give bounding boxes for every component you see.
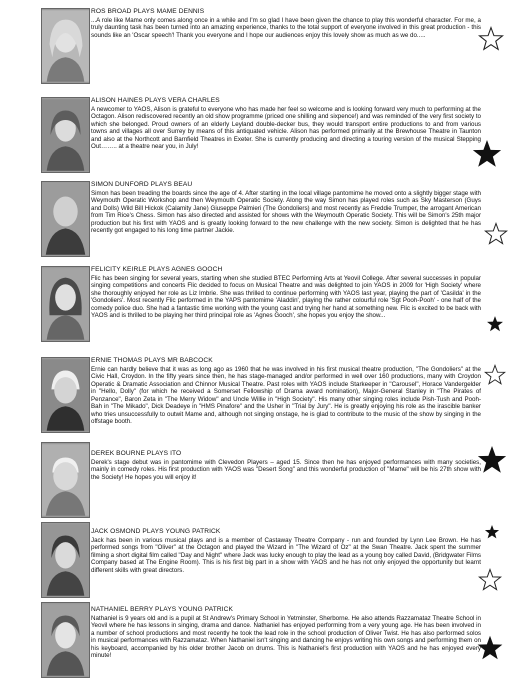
cast-bio-text: Nathaniel is 9 years old and is a pupil at St Andrew's Primary School in Yetminster, Sherborne. He also attends Razzamataz Theatre School in Yeovil where he has lessons in singing, drama and dance. Nathaniel has enjoyed performing from a very young age. He has been involved in a number of school productions and most recently he took the lead role in the school production of Oliver Twist. He has also performed solos in musical performances with Razzamataz. When Nathaniel isn't singing and dancing he enjoys writing his own songs and performing them on his keyboard, accompanied by his older brother Jacob on drums. This is Nathaniel's first production with YAOS and he has enjoyed every minute! (91, 615, 481, 660)
cast-name: DEREK BOURNE PLAYS ITO (91, 450, 182, 457)
headshot-photo (41, 181, 90, 257)
headshot-photo (41, 602, 90, 678)
cast-bio-text: Jack has been in various musical plays and is a member of Castaway Theatre Company - run and founded by Lynn Lee Brown. He has performed songs from "Oliver" at the Octagon and played the Wizard in "The Wizard of Oz" at the Swan Theatre. Jack spent the summer filming a short digital film called "Day and Night" where Jack was lucky enough to play the lead as a young boy called David, (Bridgwater Films Company based at The Engine Room). This is his first big part in a show with YAOS and he has not only enjoyed the opportunity but learnt different skills with great directors. (91, 537, 481, 574)
cast-bio (8, 602, 481, 688)
portrait-image (42, 182, 89, 256)
star-outline-icon (484, 364, 506, 386)
star-icon (471, 138, 503, 170)
cast-bio (8, 97, 481, 177)
cast-bio (8, 357, 481, 455)
headshot-photo (41, 266, 90, 342)
cast-bio-text: Derek's stage debut was in pantomime with Clevedon Players – aged 15. Since then he has enjoyed performances with many societies, mainly in comedy roles. His first production with YAOS was "Desert Song" and this wonderful production of "Mame" will be his 27th show with the Society! He hopes you will enjoy it! (91, 459, 481, 481)
cast-name: JACK OSMOND PLAYS YOUNG PATRICK (91, 528, 221, 535)
cast-name: NATHANIEL BERRY PLAYS YOUNG PATRICK (91, 606, 234, 613)
cast-bio (8, 266, 481, 352)
star-outline-icon (478, 568, 502, 592)
headshot-photo (41, 522, 90, 598)
star-outline-icon (478, 26, 504, 52)
cast-bio (8, 181, 481, 261)
portrait-image (42, 443, 89, 517)
cast-bio-text: Ernie can hardly believe that it was as long ago as 1960 that he was involved in his first musical theatre production, "The Gondoliers" at the Civic Hall, Croydon. In the fifty years since then, he has stage-managed and/or performed in well over 160 productions, many with Croydon Operatic & Dramatic Association and Chinnor Musical Theatre. Past roles with YAOS include Starkeeper in "Carousel", Horace Vandergelder in "Hello, Dolly" (for which he received a Somerset Fellowship of Drama award nomination), Major-General Stanley in "The Pirates of Penzance", Baron Zeta in "The Merry Widow" and Uncle Willie in "High Society". His many other singing roles include Pish-Tush and Pooh-Bah in "The Mikado", Dick Deadeye in "HMS Pinafore" and the Usher in "Trial by Jury". He is greatly enjoying his role as the irascible banker who tries unsuccessfully to outwit Mame and, although not singing onstage, he is glad to contribute to the music of the show by singing in the offstage booth. (91, 366, 481, 426)
portrait-image (42, 98, 89, 172)
portrait-image (42, 267, 89, 341)
cast-bio-text: A newcomer to YAOS, Alison is grateful to everyone who has made her feel so welcome and is looking forward very much to performing at the Octagon. Alison rediscovered recently an old show programme (priced one shilling and sixpence!) and was reminded of the very first society to which she belonged. Proud owners of an elderly Leyland double-decker bus, they would transport entire productions to and from various towns and villages all over Surrey by means of this antiquated vehicle. Alison has performed primarily at the Brewhouse Theatre in Taunton and also at the Northcott and Barnfield Theatres in Exeter. She is currently producing and directing a touring version of the musical Stepping Out…….. at a theatre near you, in July! (91, 106, 481, 151)
star-icon (476, 444, 508, 476)
portrait-image (42, 358, 89, 432)
headshot-photo (41, 357, 90, 433)
cast-bio-text: Simon has been treading the boards since the age of 4. After starting in the local village pantomime he moved onto a slightly bigger stage with Weymouth Operatic Workshop and then Weymouth Operatic Society. Along the way Simon has played roles such as Sky Masterson (Guys and Dolls) Wild Bill Hickok (Calamity Jane) Giuseppe Palmieri (The Gondoliers) and most recently as Freddie Trumper, the arrogant American from Tim Rice's Chess. Simon has also directed and assisted for shows with the Weymouth Operatic Society. This will be Simon's 25th major production but his first with YAOS and is greatly looking forward to the new challenge with the new society. Simon is delighted that he has recently got engaged to his long time partner Jackie. (91, 190, 481, 235)
cast-bio (8, 522, 481, 600)
star-outline-icon (484, 222, 508, 246)
cast-name: ERNIE THOMAS PLAYS MR BABCOCK (91, 357, 213, 364)
portrait-image (42, 603, 89, 677)
headshot-photo (41, 97, 90, 173)
headshot-photo (41, 442, 90, 518)
cast-name: FELICITY KEIRLE PLAYS AGNES GOOCH (91, 266, 223, 273)
star-icon (484, 524, 500, 540)
cast-bio-text: ...A role like Mame only comes along once in a while and I'm so glad I have been given the chance to play this wonderful character. For me, a truly daunting task has been turned into an amazing experience, thanks to the total support of everyone involved in this great production - this sounds like an 'Oscar speech'! Thank you everyone and I hope our audiences enjoy this lovely show as much as we do..... (91, 17, 481, 39)
cast-bio (8, 442, 481, 520)
cast-name: ROS BROAD PLAYS MAME DENNIS (91, 8, 205, 15)
cast-bio (8, 8, 481, 92)
cast-bio-text: Flic has been singing for several years, starting when she studied BTEC Performing Arts at Yeovil College. After several successes in popular singing competitions and concerts Flic decided to focus on Musical Theatre and was delighted to join YAOS in 2009 for 'High Society' where she thoroughly enjoyed her role as Liz Imbrie. She was thrilled to continue performing with YAOS last year, playing the part of 'Casilda' in the 'Gondoliers'. Most recently Flic performed in the YAPS pantomime 'Aladdin', playing the rather colourful role 'Sgt Pooh-Pooh' - one half of the comedy police duo. She had a fantastic time working with the young cast and trying her hand at something new. Flic is excited to be back with YAOS and is thrilled to be playing her third principal role as 'Agnes Gooch', she hopes you enjoy the show... (91, 275, 481, 320)
star-icon (486, 315, 504, 333)
star-icon (476, 634, 504, 662)
cast-name: ALISON HAINES PLAYS VERA CHARLES (91, 97, 220, 104)
headshot-photo (41, 8, 90, 84)
cast-name: SIMON DUNFORD PLAYS BEAU (91, 181, 193, 188)
portrait-image (42, 523, 89, 597)
portrait-image (42, 9, 89, 83)
